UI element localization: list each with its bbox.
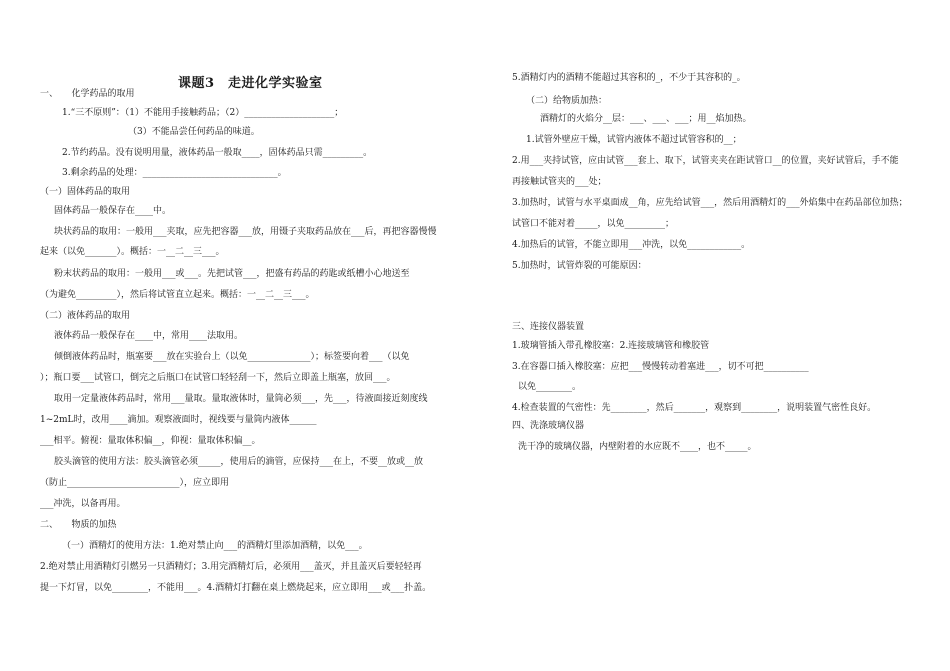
text-line: 1~2mL时，改用____滴加。观察液面时，视线要与量筒内液体______ xyxy=(40,415,317,425)
text-line: 1.试管外壁应干燥，试管内液体不超过试管容积的__； xyxy=(526,135,742,145)
text-line: ___相平。俯视：量取体积偏__，仰视：量取体积偏__。 xyxy=(40,436,261,446)
section-heading-connect-apparatus: 三、连接仪器装置 xyxy=(512,322,585,332)
text-line: 洗干净的玻璃仪器，内壁附着的水应既不____，也不_____。 xyxy=(518,442,757,452)
subsection-heading-liquid: （二）液体药品的取用 xyxy=(40,311,131,321)
text-line: 粉末状药品的取用：一般用___或___。先把试管___，把盛有药品的药匙或纸槽小心地送至 xyxy=(54,269,410,279)
text-line: 4.加热后的试管，不能立即用___冲洗，以免____________。 xyxy=(512,240,751,250)
text-line: 倾倒液体药品时，瓶塞要___放在实验台上（以免______________）；标签要向着___（以免 xyxy=(54,352,410,362)
subsection-heading-solid: （一）固体药品的取用 xyxy=(40,187,131,197)
text-line: 块状药品的取用：一般用___夹取，应先把容器___放，用镊子夹取药品放在___后，再把容器慢慢 xyxy=(54,227,437,237)
text-line: （一）酒精灯的使用方法：1.绝对禁止向___的酒精灯里添加酒精，以免___。 xyxy=(62,541,368,551)
text-line: 2.绝对禁止用酒精灯引燃另一只酒精灯；3.用完酒精灯后，必须用___盖灭，并且盖灭后要轻轻再 xyxy=(40,562,422,572)
text-line: 酒精灯的火焰分__层：___、___、___；用__焰加热。 xyxy=(540,114,752,124)
text-line: ___冲洗，以备再用。 xyxy=(40,499,126,509)
text-line: 固体药品一般保存在____中。 xyxy=(54,206,172,216)
text-line: 胶头滴管的使用方法：胶头滴管必须_____，使用后的滴管，应保持___在上，不要__放或__放 xyxy=(54,457,424,467)
text-line: 1.“三不原则”：（1）不能用手接触药品；（2）____________________； xyxy=(62,108,344,118)
text-line: 以免________。 xyxy=(518,382,582,392)
text-line: 1.玻璃管插入带孔橡胶塞：2.连接玻璃管和橡胶管 xyxy=(512,341,710,351)
text-line: 取用一定量液体药品时，常用___量取。量取液体时，量筒必须___，先___，待液面接近刻度线 xyxy=(54,394,428,404)
text-line: 试管口不能对着_____，以免_________； xyxy=(512,219,675,229)
text-line: 再接触试管夹的___处； xyxy=(512,177,607,187)
text-line: （为避免_________），然后将试管直立起来。概括：一__二__三___。 xyxy=(40,290,315,300)
text-line: （防止_________________________），应立即用 xyxy=(40,478,230,488)
section-heading-wash-glassware: 四、洗涤玻璃仪器 xyxy=(512,421,585,431)
page-title: 课题3 走进化学实验室 xyxy=(178,76,323,91)
text-line: ）；瓶口要___试管口，倒完之后瓶口在试管口轻轻刮一下，然后立即盖上瓶塞，放回___。 xyxy=(40,373,396,383)
section-heading-chemical-use: 一、 化学药品的取用 xyxy=(40,89,135,99)
subsection-heading-heating-substances: （二）给物质加热： xyxy=(526,96,608,106)
text-line: 4.检查装置的气密性：先________，然后_______，观察到________，说明装置气密性良好。 xyxy=(512,403,877,413)
text-line: 液体药品一般保存在____中，常用____法取用。 xyxy=(54,331,244,341)
text-line: 5.酒精灯内的酒精不能超过其容积的_，不少于其容积的_。 xyxy=(512,73,746,83)
text-line: 3.加热时，试管与水平桌面成__角，应先给试管___，然后用酒精灯的___外焰集中在药品部位加热； xyxy=(512,198,908,208)
text-line: 2.节约药品。没有说明用量，液体药品一般取____，固体药品只需_________。 xyxy=(62,148,373,158)
text-line: （3）不能品尝任何药品的味道。 xyxy=(128,127,260,137)
text-line: 提一下灯冒，以免________，不能用___。4.酒精灯打翻在桌上燃烧起来，应立即用___或___扑盖。 xyxy=(40,583,432,593)
text-line: 2.用___夹持试管，应由试管___套上、取下，试管夹夹在距试管口__的位置，夹好试管后，手不能 xyxy=(512,156,899,166)
text-line: 起来（以免_______）。概括：一__二__三___。 xyxy=(40,247,225,257)
text-line: 3.剩余药品的处理：______________________________。 xyxy=(62,168,287,178)
text-line: 3.在容器口插入橡胶塞：应把___慢慢转动着塞进___，切不可把__________ xyxy=(512,362,809,372)
section-heading-heating: 二、 物质的加热 xyxy=(40,520,117,530)
text-line: 5.加热时，试管炸裂的可能原因： xyxy=(512,261,647,271)
